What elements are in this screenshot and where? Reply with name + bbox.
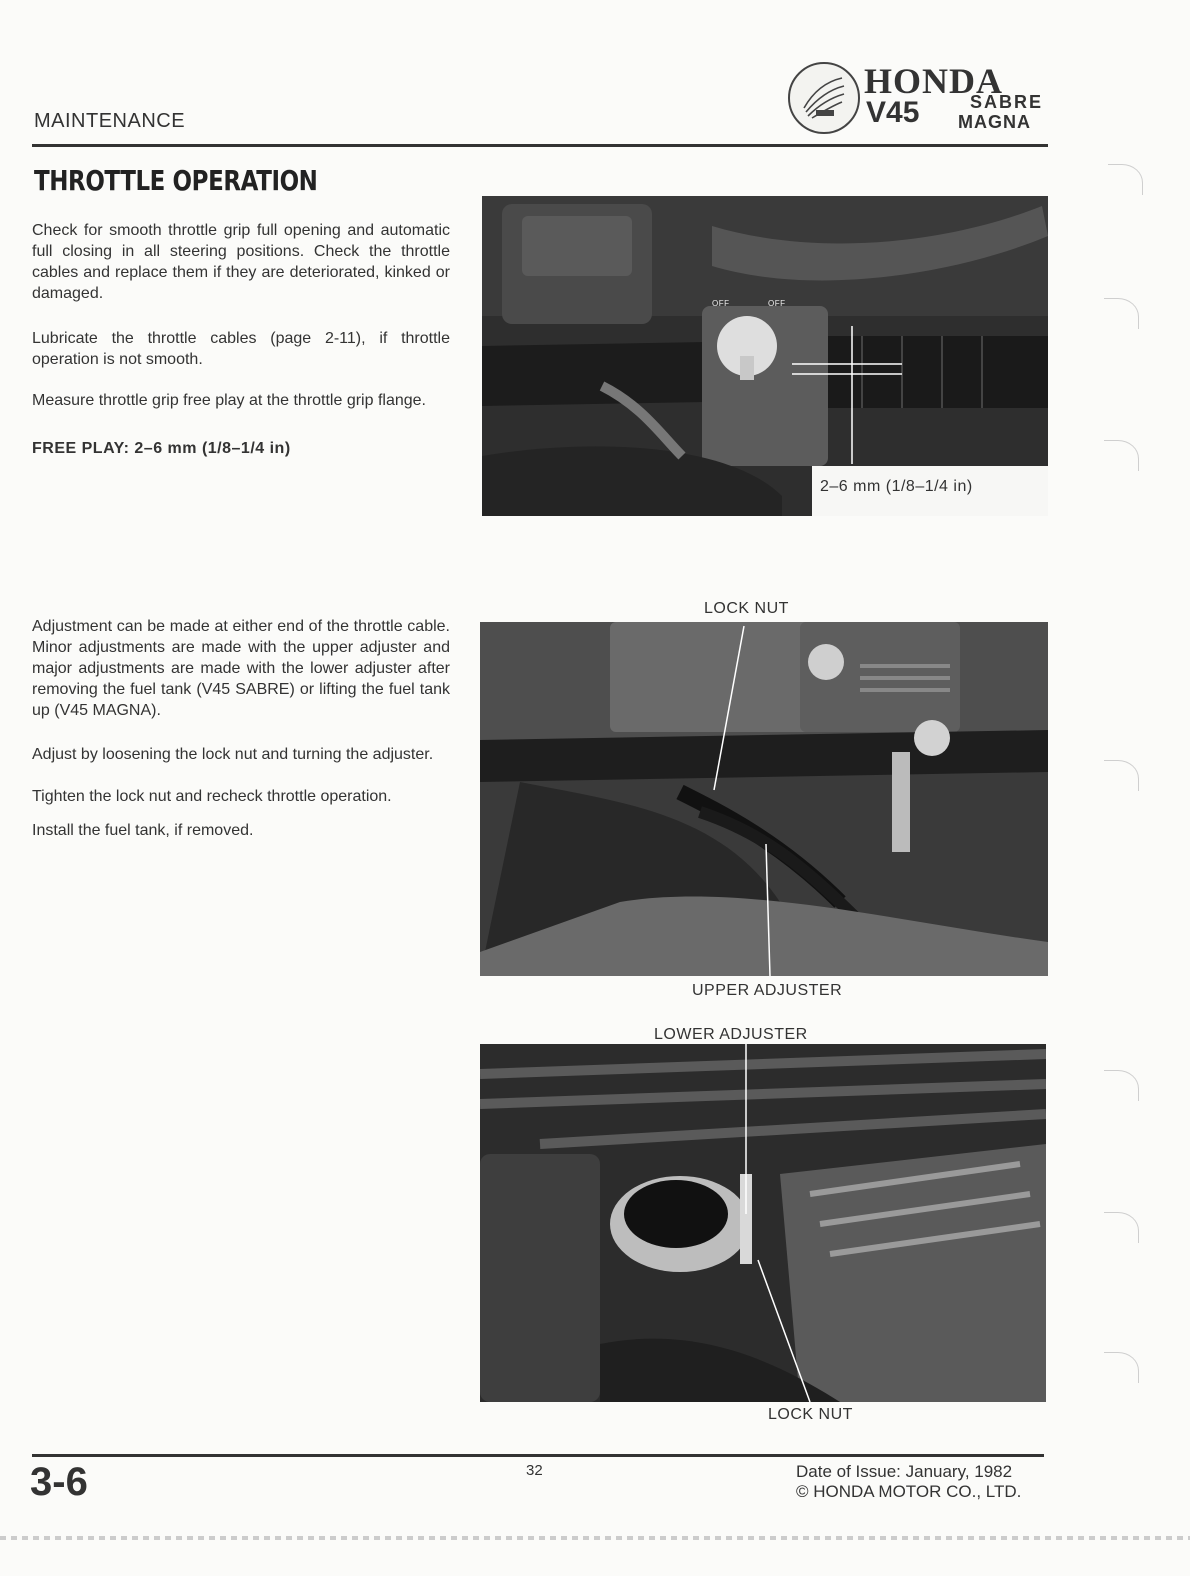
free-play-spec: FREE PLAY: 2–6 mm (1/8–1/4 in)	[32, 440, 291, 457]
paragraph-lubricate: Lubricate the throttle cables (page 2-11), if throttle operation is not smooth.	[32, 330, 450, 368]
honda-wing-logo	[788, 62, 860, 134]
issue-info	[796, 1462, 1021, 1502]
upper-adjuster-callout: UPPER ADJUSTER	[692, 982, 843, 999]
paragraph-measure: Measure throttle grip free play at the throttle grip flange.	[32, 392, 426, 409]
paragraph-install: Install the fuel tank, if removed.	[32, 822, 254, 839]
lock-nut-callout-upper: LOCK NUT	[704, 600, 789, 617]
binding-mark	[1104, 1070, 1139, 1101]
upper-adjuster-photo	[480, 622, 1048, 976]
paragraph-check: Check for smooth throttle grip full opening and automatic full closing in all steering positions. Check the throttle cables and replace them if they are deteriorated, kinked or damaged.	[32, 222, 450, 302]
page-title: THROTTLE OPERATION	[34, 164, 318, 197]
model-variant-sabre: SABRE	[970, 92, 1044, 112]
lock-nut-callout-lower: LOCK NUT	[768, 1406, 853, 1423]
model-variant-magna: MAGNA	[958, 112, 1031, 132]
paragraph-tighten: Tighten the lock nut and recheck throttle operation.	[32, 788, 392, 805]
paragraph-adjust: Adjust by loosening the lock nut and turning the adjuster.	[32, 746, 434, 763]
paragraph-adjustment: Adjustment can be made at either end of the throttle cable. Minor adjustments are made with the upper adjuster and major adjustments are made with the lower adjuster after removing the fuel tank (V45 SABRE) or lifting the fuel tank up (V45 MAGNA).	[32, 618, 450, 719]
header-rule	[32, 144, 1048, 147]
switch-off-label-right: OFF	[768, 299, 786, 308]
copyright: © HONDA MOTOR CO., LTD.	[796, 1482, 1022, 1501]
binding-mark	[1104, 1212, 1139, 1243]
binding-mark	[1104, 298, 1139, 329]
model-name: V45	[866, 96, 920, 129]
binding-mark	[1104, 1352, 1139, 1383]
section-page-id: 3-6	[30, 1460, 88, 1504]
free-play-callout: 2–6 mm (1/8–1/4 in)	[820, 478, 973, 495]
binding-mark	[1108, 164, 1143, 195]
lower-adjuster-photo	[480, 1044, 1046, 1402]
section-label: MAINTENANCE	[34, 110, 186, 132]
issue-date: Date of Issue: January, 1982	[796, 1462, 1013, 1481]
binding-mark	[1104, 440, 1139, 471]
brand-name: HONDA	[864, 61, 1003, 101]
throttle-grip-photo	[482, 196, 1048, 516]
switch-off-label-left: OFF	[712, 299, 730, 308]
page-number: 32	[526, 1462, 543, 1479]
wing-icon	[790, 64, 858, 132]
lower-adjuster-callout: LOWER ADJUSTER	[654, 1026, 808, 1043]
binding-mark	[1104, 760, 1139, 791]
footer-rule	[32, 1454, 1044, 1457]
scan-edge	[0, 1536, 1190, 1540]
